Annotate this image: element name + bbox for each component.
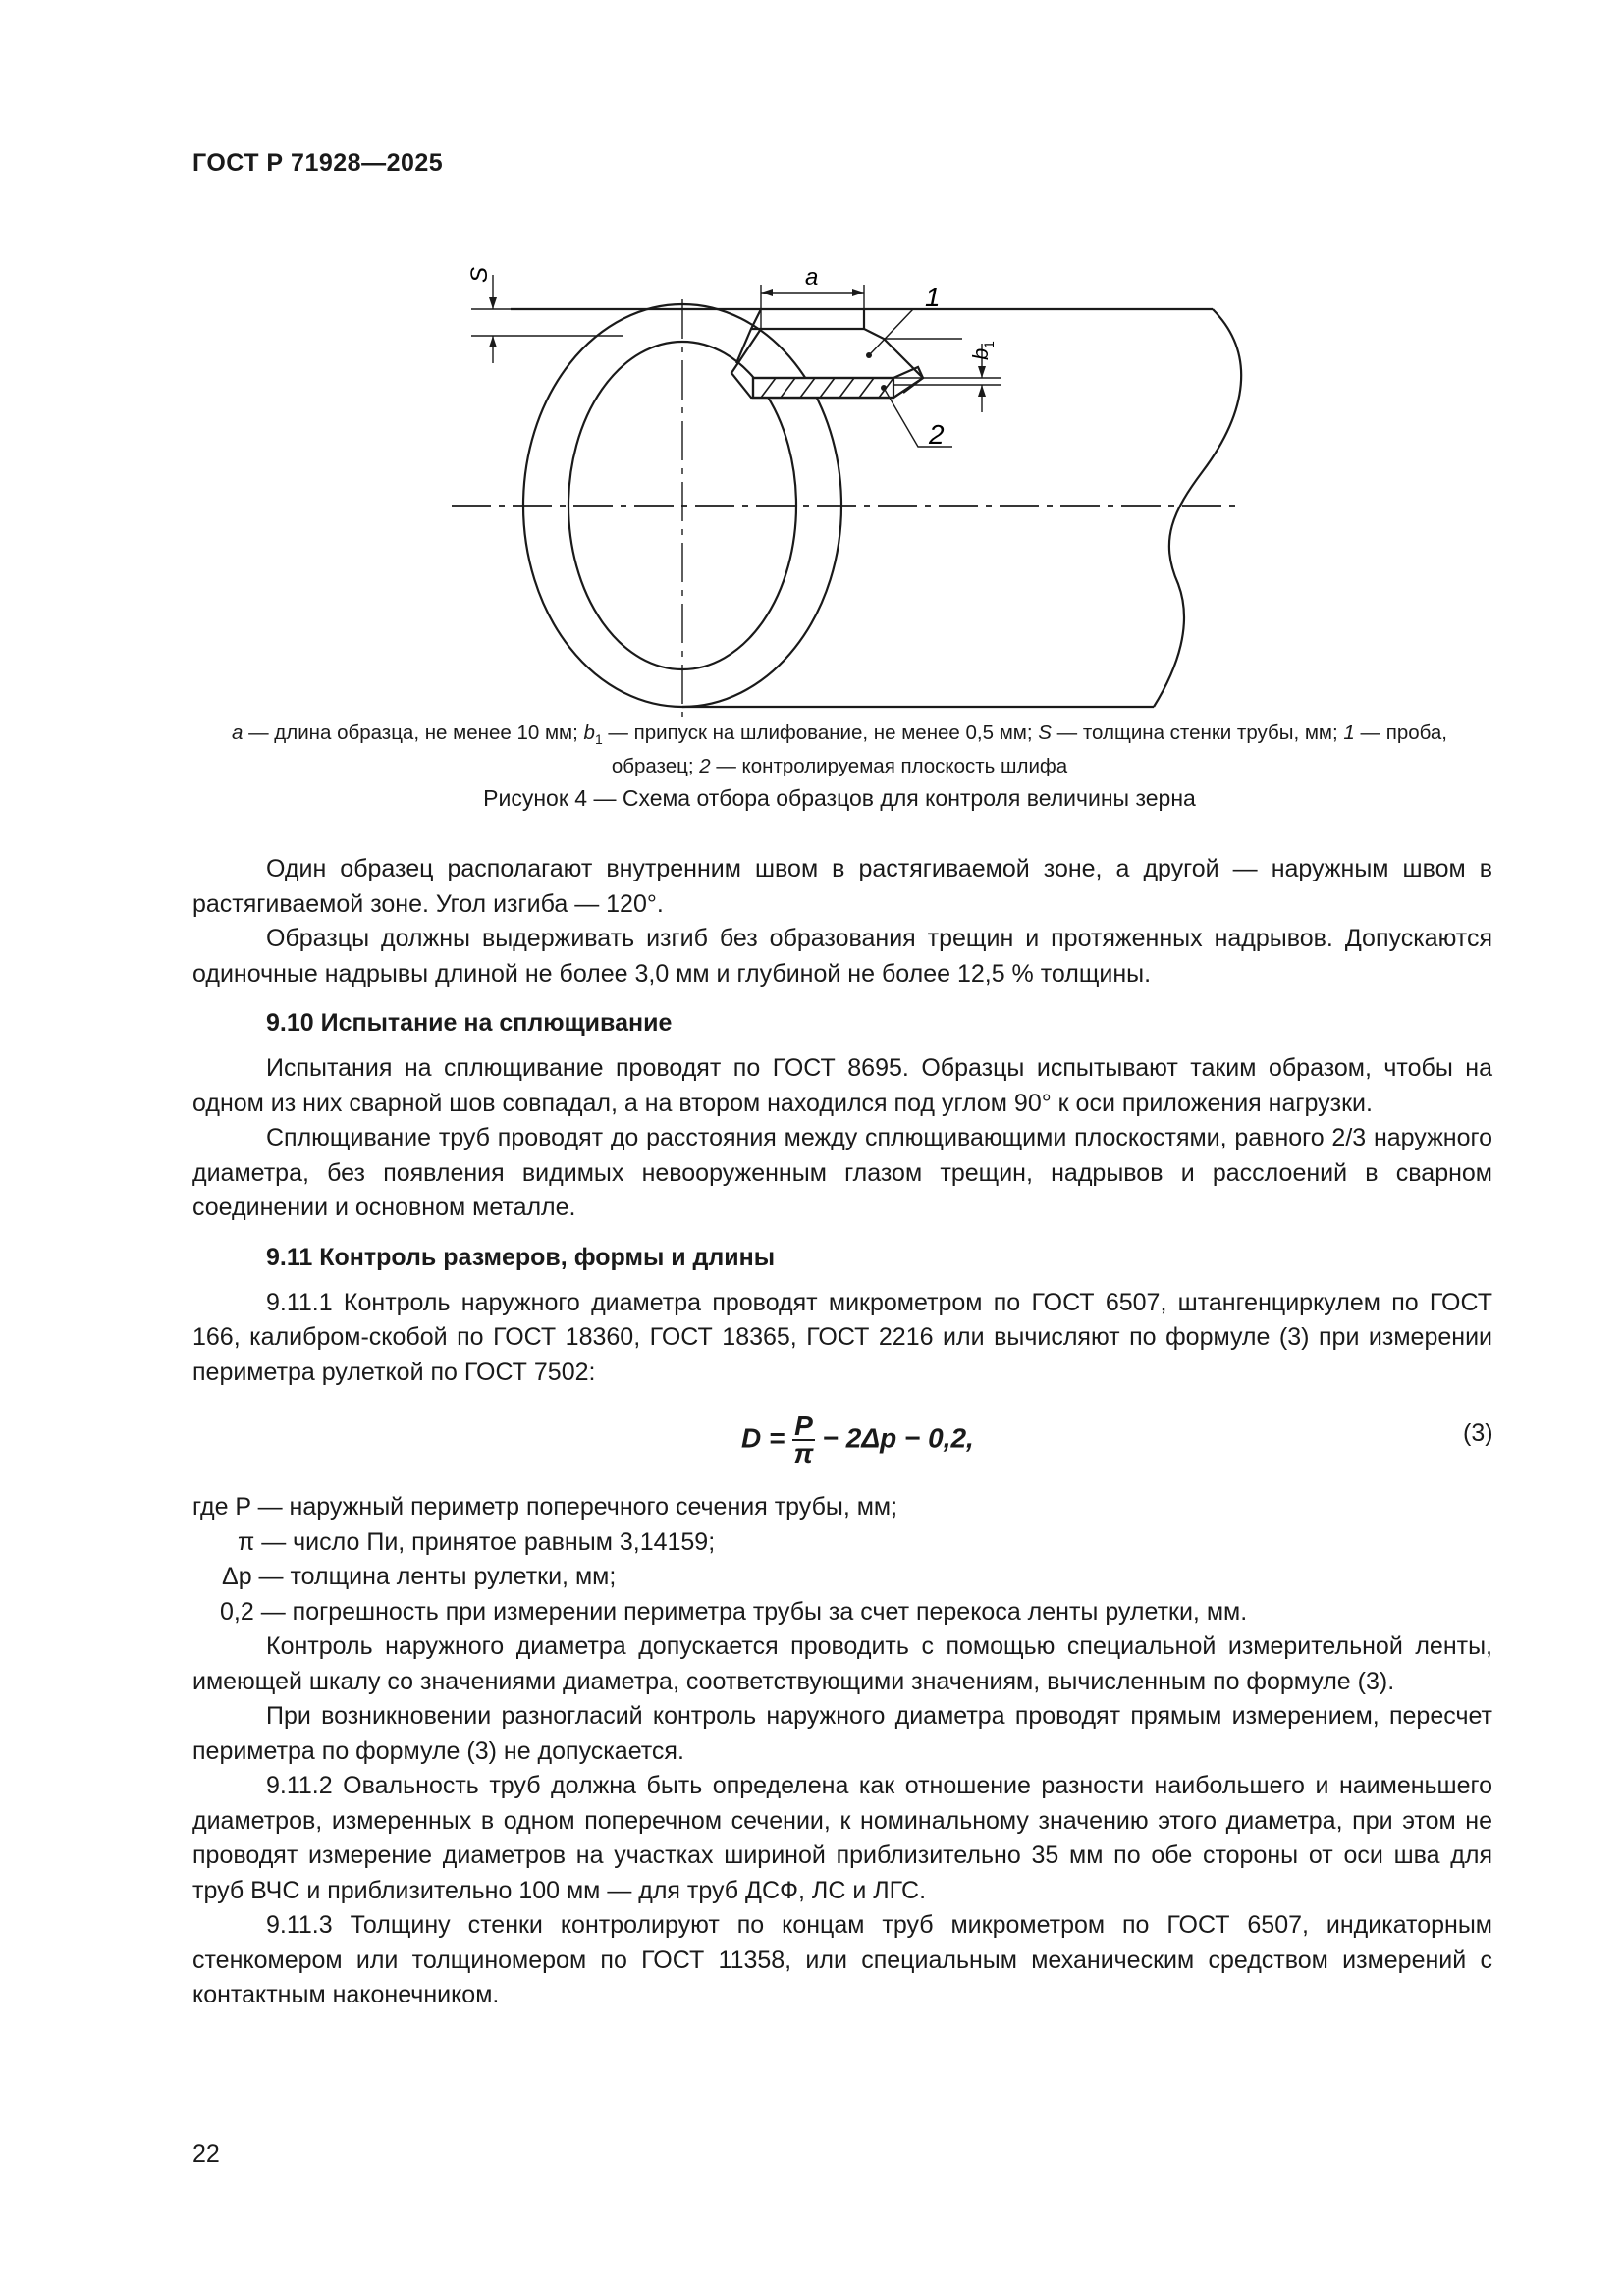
paragraph: 9.11.2 Овальность труб должна быть определена как отношение разности наибольшего и наименьшего диаметров, измеренных в одном поперечном сечении, к номинальному значению этого диаметра, при этом не проводят измерение диаметров на участках шириной приблизительно 35 мм по обе стороны от оси шва для труб ВЧС и приблизительно 100 мм — для труб ДСФ, ЛС и ЛГС. (192, 1772, 1492, 1904)
document-header: ГОСТ Р 71928—2025 (192, 149, 444, 177)
paragraph: Испытания на сплющивание проводят по ГОСТ 8695. Образцы испытывают таким образом, чтобы на одном из них сварной шов совпадал, а на втором находился под углом 90° к оси приложения нагрузки. (192, 1054, 1492, 1117)
label-b1-sub: 1 (981, 341, 997, 348)
break-line (1154, 309, 1241, 707)
where-item: 0,2 — погрешность при измерении периметра трубы за счет перекоса ленты рулетки, мм. (220, 1597, 1248, 1626)
legend-line-2: образец; 2 — контролируемая плоскость шлифа (611, 755, 1068, 778)
where-item: где P — наружный периметр поперечного сечения трубы, мм; (192, 1493, 898, 1521)
figure-legend (187, 720, 1492, 780)
figure-caption: Рисунок 4 — Схема отбора образцов для контроля величины зерна (483, 785, 1196, 811)
label-b1: b (968, 347, 993, 360)
label-1: 1 (925, 282, 941, 312)
formula-number: (3) (1463, 1419, 1493, 1447)
where-item: π — число Пи, принятое равным 3,14159; (238, 1527, 716, 1556)
label-s: S (466, 267, 493, 284)
pipe-diagram (466, 245, 1237, 717)
label-2: 2 (929, 419, 945, 450)
paragraph: При возникновении разногласий контроль наружного диаметра проводят прямым измерением, пересчет периметра по формуле (3) не допускается. (192, 1702, 1492, 1765)
paragraph: Контроль наружного диаметра допускается проводить с помощью специальной измерительной ленты, имеющей шкалу со значениями диаметра, соответствующими значениям, вычисленным по формуле (3). (192, 1632, 1492, 1695)
formula: D = $\frac{P}{\pi}$ − 2Δp − 0,2, (741, 1411, 974, 1468)
paragraph: Сплющивание труб проводят до расстояния между сплющивающими плоскостями, равного 2/3 наружного диаметра, без появления видимых невооруженным глазом трещин, надрывов и расслоений в сварном соединении и основном металле. (192, 1124, 1492, 1221)
label-a: a (805, 264, 819, 291)
paragraph: Образцы должны выдерживать изгиб без образования трещин и протяженных надрывов. Допускаются одиночные надрывы длиной не более 3,0 мм и глубиной не более 12,5 % толщины. (192, 925, 1492, 988)
where-item: Δp — толщина ленты рулетки, мм; (222, 1563, 617, 1590)
paragraph: 9.11.3 Толщину стенки контролируют по концам труб микрометром по ГОСТ 6507, индикаторным стенкомером или толщиномером по ГОСТ 11358, или специальным механическим средством измерений с контактным наконечником. (192, 1911, 1492, 2008)
paragraph: Один образец располагают внутренним швом в растягиваемой зоне, а другой — наружным швом в растягиваемой зоне. Угол изгиба — 120°. (192, 855, 1492, 918)
text-block-2 (192, 1490, 1492, 2013)
text-block-1 (192, 852, 1492, 1390)
paragraph: 9.11.1 Контроль наружного диаметра проводят микрометром по ГОСТ 6507, штангенциркулем по ГОСТ 166, калибром-скобой по ГОСТ 18360, ГОСТ 18365, ГОСТ 2216 или вычисляют по формуле (3) при измерении периметра рулеткой по ГОСТ 7502: (192, 1288, 1492, 1386)
legend-line-1: a — длина образца, не менее 10 мм; $b_1$ — припуск на шлифование, не менее 0,5 мм; S — толщина стенки трубы, мм; 1 — проба, (231, 721, 1447, 748)
section-heading: 9.11 Контроль размеров, формы и длины (266, 1243, 776, 1271)
section-heading: 9.10 Испытание на сплющивание (266, 1009, 673, 1037)
page-number: 22 (192, 2140, 220, 2167)
